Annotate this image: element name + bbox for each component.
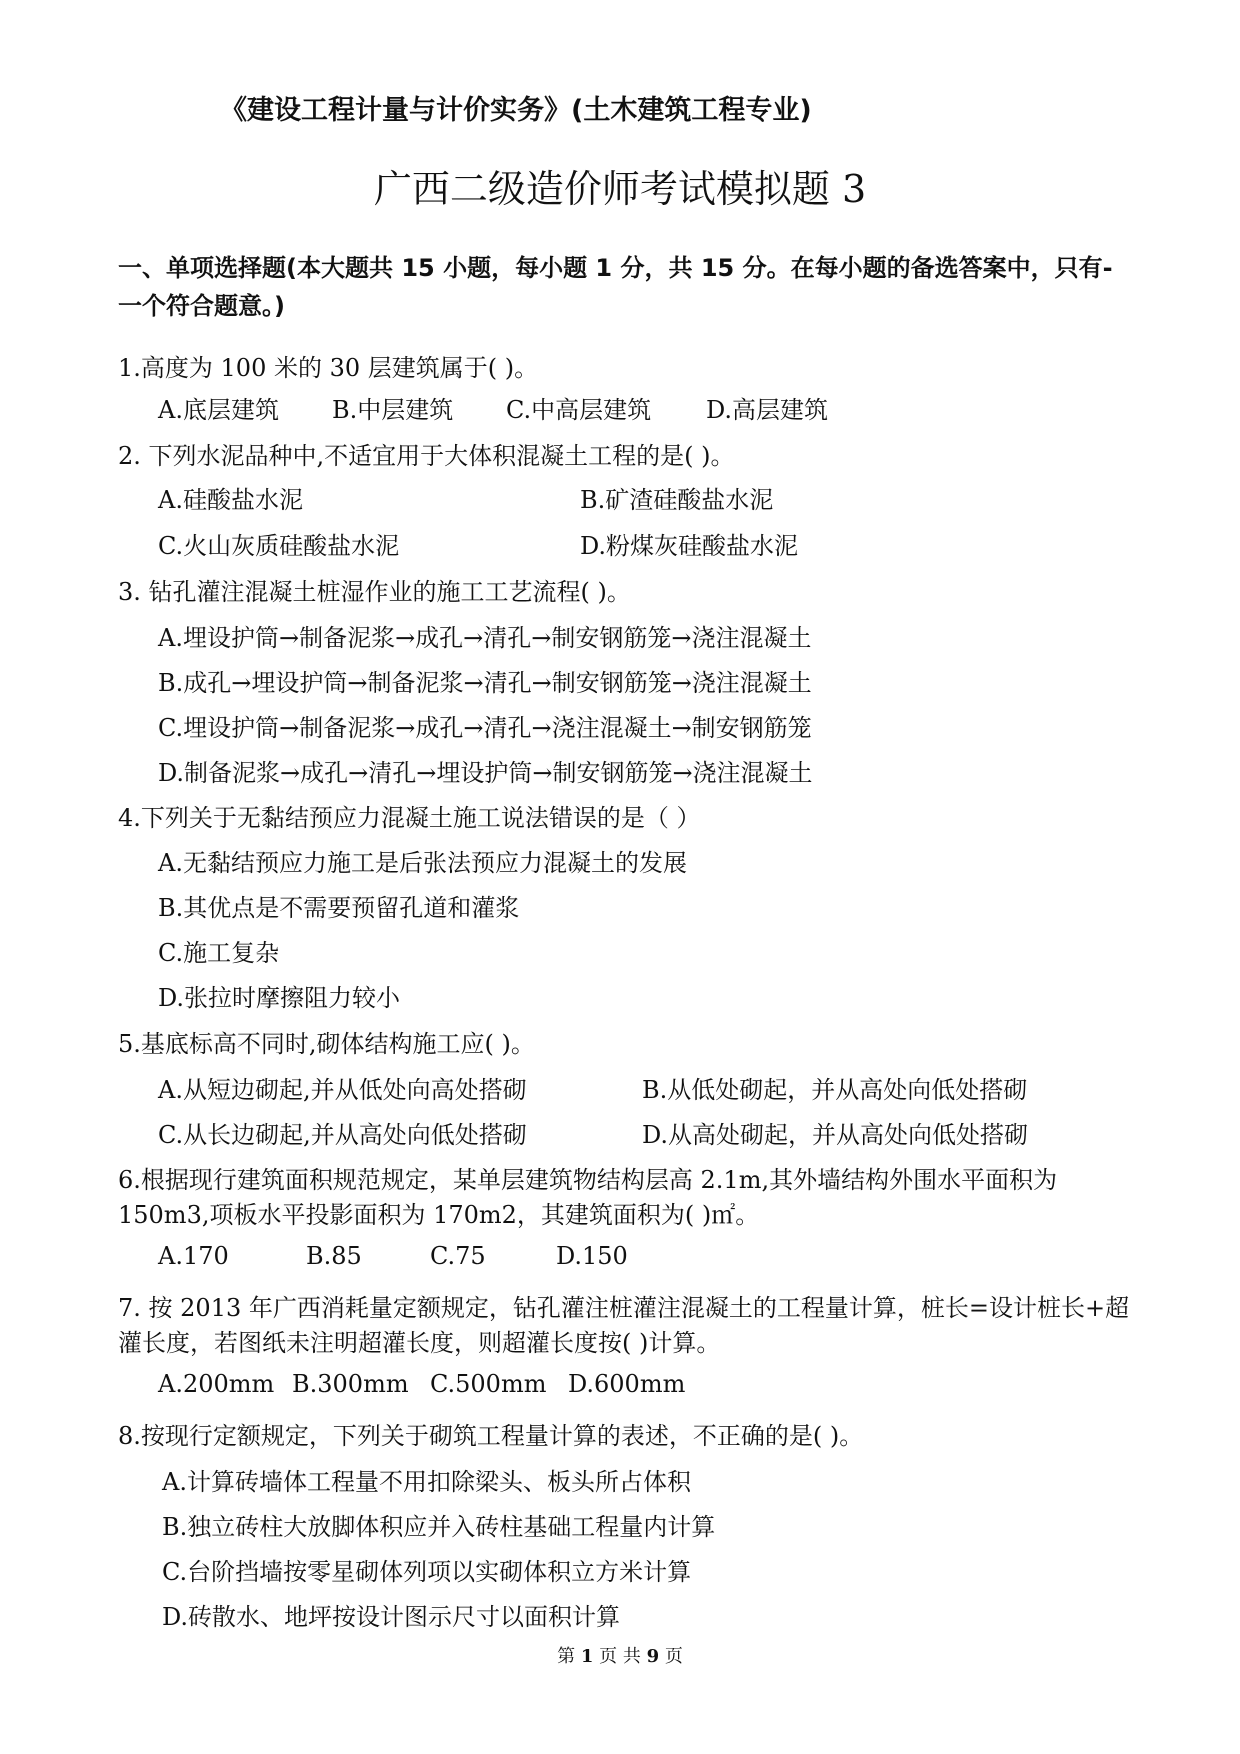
question-5-option-c: C.从长边砌起,并从高处向低处搭砌: [158, 1121, 527, 1149]
question-3-option-a: A.埋设护筒→制备泥浆→成孔→清孔→制安钢筋笼→浇注混凝土: [158, 624, 812, 652]
question-4-option-d: D.张拉时摩擦阻力较小: [158, 984, 401, 1012]
footer-page-number: 1: [580, 1646, 594, 1667]
question-8-option-b: B.独立砖柱大放脚体积应并入砖柱基础工程量内计算: [162, 1513, 716, 1541]
question-4-option-b: B.其优点是不需要预留孔道和灌浆: [158, 894, 520, 922]
footer-total-pages: 9: [646, 1646, 660, 1667]
question-6-stem-line1: 6.根据现行建筑面积规范规定，某单层建筑物结构层高 2.1m,其外墙结构外围水平面积为: [118, 1166, 1058, 1194]
question-5-stem: 5.基底标高不同时,砌体结构施工应( )。: [118, 1030, 535, 1058]
question-2-option-b: B.矿渣硅酸盐水泥: [580, 486, 774, 514]
question-4-stem: 4.下列关于无黏结预应力混凝土施工说法错误的是（ ）: [118, 804, 701, 832]
page-title: 广西二级造价师考试模拟题 3: [373, 167, 867, 211]
question-6-option-d: D.150: [556, 1242, 628, 1270]
question-7-stem-line2: 灌长度，若图纸未注明超灌长度，则超灌长度按( )计算。: [118, 1329, 721, 1357]
question-1-option-d: D.高层建筑: [706, 396, 829, 424]
question-2-option-c: C.火山灰质硅酸盐水泥: [158, 532, 400, 560]
question-7-option-b: B.300mm: [292, 1370, 409, 1398]
question-5-option-d: D.从高处砌起，并从高处向低处搭砌: [642, 1121, 1029, 1149]
question-1-option-c: C.中高层建筑: [506, 396, 652, 424]
question-6-option-a: A.170: [158, 1242, 229, 1270]
question-2-option-d: D.粉煤灰硅酸盐水泥: [580, 532, 799, 560]
question-3-option-c: C.埋设护筒→制备泥浆→成孔→清孔→浇注混凝土→制安钢筋笼: [158, 714, 812, 742]
page-footer: [0, 1642, 1240, 1668]
question-6-option-c: C.75: [430, 1242, 486, 1270]
question-8-stem: 8.按现行定额规定，下列关于砌筑工程量计算的表述，不正确的是( )。: [118, 1422, 864, 1450]
question-5-option-b: B.从低处砌起，并从高处向低处搭砌: [642, 1076, 1028, 1104]
question-6-stem-line2: 150m3,项板水平投影面积为 170m2，其建筑面积为( )㎡。: [118, 1201, 760, 1229]
question-7-option-d: D.600mm: [568, 1370, 686, 1398]
section-heading-line2: 一个符合题意。): [118, 292, 285, 320]
question-7-option-c: C.500mm: [430, 1370, 547, 1398]
question-1-option-b: B.中层建筑: [332, 396, 454, 424]
question-2-stem: 2. 下列水泥品种中,不适宜用于大体积混凝土工程的是( )。: [118, 442, 735, 470]
question-2-option-a: A.硅酸盐水泥: [158, 486, 303, 514]
question-8-option-c: C.台阶挡墙按零星砌体列项以实砌体积立方米计算: [162, 1558, 692, 1586]
footer-suffix: 页: [664, 1646, 683, 1667]
question-6-option-b: B.85: [306, 1242, 362, 1270]
question-7-option-a: A.200mm: [158, 1370, 275, 1398]
section-heading-line1: 一、单项选择题(本大题共 15 小题，每小题 1 分，共 15 分。在每小题的备选答案中，只有-: [118, 254, 1113, 282]
footer-middle: 页 共: [599, 1646, 641, 1667]
question-1-stem: 1.高度为 100 米的 30 层建筑属于( )。: [118, 354, 539, 382]
question-3-option-d: D.制备泥浆→成孔→清孔→埋设护筒→制安钢筋笼→浇注混凝土: [158, 759, 813, 787]
question-8-option-d: D.砖散水、地坪按设计图示尺寸以面积计算: [162, 1603, 621, 1631]
question-8-option-a: A.计算砖墙体工程量不用扣除梁头、板头所占体积: [162, 1468, 691, 1496]
question-3-option-b: B.成孔→埋设护筒→制备泥浆→清孔→制安钢筋笼→浇注混凝土: [158, 669, 812, 697]
question-7-stem-line1: 7. 按 2013 年广西消耗量定额规定，钻孔灌注桩灌注混凝土的工程量计算，桩长=设计桩长+超: [118, 1294, 1130, 1322]
question-1-option-a: A.底层建筑: [158, 396, 279, 424]
question-4-option-c: C.施工复杂: [158, 939, 280, 967]
question-3-stem: 3. 钻孔灌注混凝土桩湿作业的施工工艺流程( )。: [118, 578, 631, 606]
document-subject: 《建设工程计量与计价实务》(土木建筑工程专业): [220, 95, 812, 126]
question-5-option-a: A.从短边砌起,并从低处向高处搭砌: [158, 1076, 527, 1104]
footer-prefix: 第: [557, 1646, 576, 1667]
question-4-option-a: A.无黏结预应力施工是后张法预应力混凝土的发展: [158, 849, 687, 877]
